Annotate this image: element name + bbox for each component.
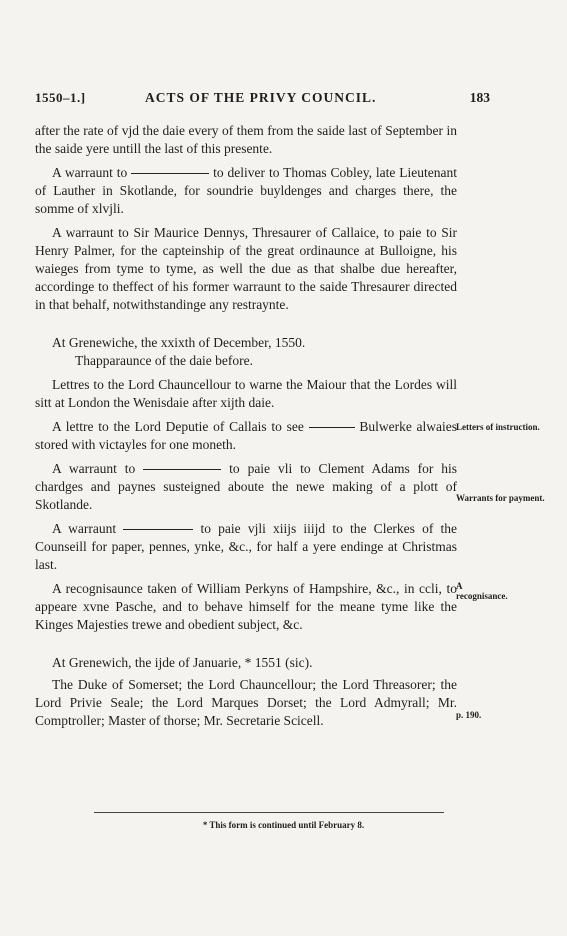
header-title: ACTS OF THE PRIVY COUNCIL. bbox=[145, 90, 377, 105]
paragraph-text: A warraunt to Sir Maurice Dennys, Thresaurer of Callaice, to paie to Sir Henry Palmer, for the capteinship of the great ordinaunce at Bulloigne, his waieges from tyme to tyme, as well the due as that shalbe due hereafter, accordinge to theffect of his former warraunt to the saide Thresaurer directed in that behalf, notwithstandinge any restraynte. bbox=[35, 225, 457, 312]
paragraph-recognisaunce bbox=[35, 580, 457, 634]
margin-note-letters: Letters of instruction. bbox=[456, 422, 540, 432]
blank-line bbox=[309, 427, 355, 428]
paragraph-warrant-dennys bbox=[35, 224, 457, 314]
paragraph-text-end: to deliver to Thomas Cobley, late Lieutenant of Lauther in Skotlande, for soundrie buyldenges and charges there, the somme of xlvjli. bbox=[35, 165, 458, 216]
paragraph-continuation bbox=[35, 122, 457, 158]
margin-note-warrants: Warrants for payment. bbox=[456, 493, 545, 503]
paragraph-lettres-chauncellour bbox=[35, 376, 457, 412]
attendance-text: Thapparaunce of the daie before. bbox=[75, 353, 254, 368]
footnote: * This form is continued until February 8. bbox=[202, 820, 365, 830]
blank-line bbox=[143, 469, 221, 470]
paragraph-warrant-adams bbox=[35, 460, 457, 514]
blank-line bbox=[123, 529, 193, 530]
paragraph-warrant-clerkes bbox=[35, 520, 457, 574]
page-number: 183 bbox=[469, 90, 490, 105]
heading-text: At Grenewich, the ijde of Januarie, * 1551 (sic). bbox=[52, 655, 313, 670]
margin-note-recognisance: A recognisance. bbox=[456, 581, 508, 601]
paragraph-text-end: to paie vjli xiijs iiijd to the Clerkes of the Counseill for paper, pennes, ynke, &c., for half a yere endinge at Christmas last. bbox=[35, 521, 458, 572]
attendance-december bbox=[35, 352, 457, 370]
header-date-range: 1550–1.] bbox=[35, 90, 86, 105]
paragraph-text-end: to paie vli to Clement Adams for his chardges and paynes susteigned aboute the newe making of a plott of Skotlande. bbox=[35, 461, 458, 512]
running-header bbox=[35, 90, 490, 112]
paragraph-text-start: A warraunt to bbox=[52, 461, 136, 476]
paragraph-text-start: A warraunt to bbox=[52, 165, 128, 180]
paragraph-text: Lettres to the Lord Chauncellour to warne the Maiour that the Lordes will sitt at London the Wenisdaie after xijth daie. bbox=[35, 377, 457, 410]
page-body bbox=[35, 122, 457, 730]
blank-line bbox=[131, 173, 209, 174]
attendance-januarie bbox=[35, 676, 457, 730]
meeting-heading-januarie bbox=[35, 654, 457, 672]
paragraph-text: after the rate of vjd the daie every of them from the saide last of September in the saide yere untill the last of this presente. bbox=[35, 123, 457, 156]
attendance-text: The Duke of Somerset; the Lord Chauncellour; the Lord Threasorer; the Lord Privie Seale; the Lord Marques Dorset; the Lord Admyrall; Mr. Comptroller; Master of thorse; Mr. Secretarie Scicell. bbox=[35, 677, 457, 728]
paragraph-text-start: A lettre to the Lord Deputie of Callais to see bbox=[52, 419, 304, 434]
paragraph-warrant-cobley bbox=[35, 164, 457, 218]
paragraph-lettre-deputie bbox=[35, 418, 457, 454]
paragraph-text-end: Bulwerke alwaies stored with victayles for one moneth. bbox=[35, 419, 458, 452]
margin-note-page-reference: p. 190. bbox=[456, 710, 482, 720]
paragraph-text-start: A warraunt bbox=[52, 521, 117, 536]
meeting-heading-december bbox=[35, 334, 457, 352]
paragraph-text: A recognisaunce taken of William Perkyns of Hampshire, &c., in ccli, to appeare xvne Pasche, and to behave himself for the meane tyme like the Kinges Majesties trewe and obedient subject, &c. bbox=[35, 581, 457, 632]
footnote-rule bbox=[94, 812, 444, 813]
heading-text: At Grenewiche, the xxixth of December, 1550. bbox=[52, 335, 306, 350]
